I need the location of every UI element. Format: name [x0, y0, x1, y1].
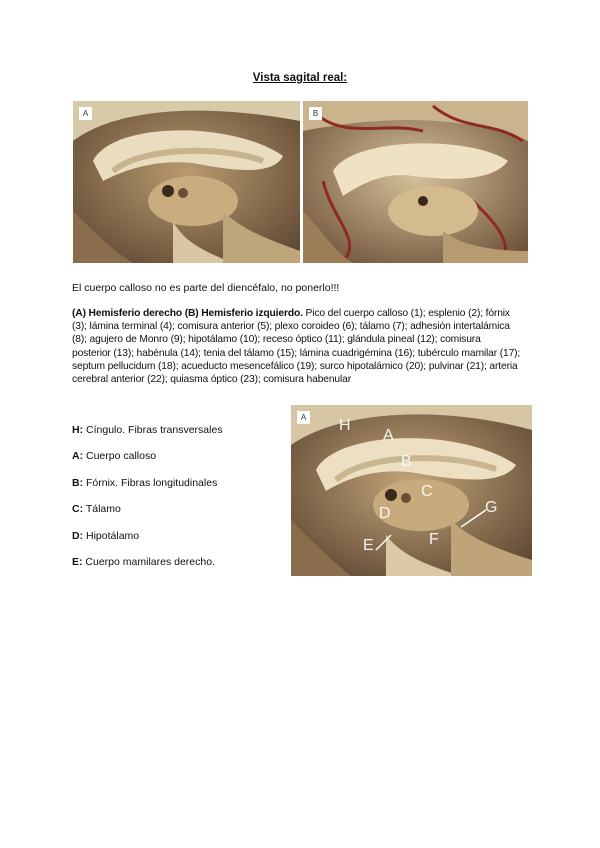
legend-item-e	[72, 556, 215, 568]
bottom-panel-tag: A	[297, 411, 310, 424]
overlay-letter-f: F	[429, 531, 439, 548]
legend-text: Cíngulo. Fibras transversales	[83, 424, 223, 436]
overlay-letter-h: H	[339, 417, 351, 434]
legend-text: Fórnix. Fibras longitudinales	[83, 477, 218, 489]
legend-item-a	[72, 450, 156, 462]
legend-text: Cuerpo mamilares derecho.	[82, 556, 215, 568]
panel-b-tag: B	[309, 107, 322, 120]
description-bold: (A) Hemisferio derecho (B) Hemisferio izquierdo.	[72, 308, 303, 319]
description-rest: Pico del cuerpo calloso (1); esplenio (2); fórnix (3); lámina terminal (4); comisura anterior (5); plexo coroideo (6); tálamo (7); adhesión intertalámica (8); agujero de Monro (9); hipotálamo (10); receso óptico (11); glándula pineal (12); comisura posterior (13); habénula (14); tenia del tálamo (15); lámina cuadrigémina (16); tubérculo mamilar (17); septum pellucidum (18); acueducto mesencefálico (19); surco hipotalámico (20); pulvinar (21); arteria cerebral anterior (22); quiasma óptico (23); comisura habenular	[72, 308, 521, 386]
note-text: El cuerpo calloso no es parte del diencéfalo, no ponerlo!!!	[72, 282, 340, 294]
legend-item-b	[72, 477, 217, 489]
page-title: Vista sagital real:	[252, 72, 348, 84]
legend-key: C:	[72, 503, 84, 515]
legend-text: Cuerpo calloso	[83, 450, 157, 462]
legend-key: B:	[72, 477, 84, 489]
legend-item-h	[72, 424, 223, 436]
brain-photo-panel-a	[73, 101, 300, 263]
annotated-brain-photo	[291, 405, 532, 576]
legend-key: D:	[72, 530, 84, 542]
structure-description	[72, 307, 522, 386]
legend-key: A:	[72, 450, 84, 462]
panel-a-tag: A	[79, 107, 92, 120]
overlay-letter-e: E	[363, 537, 374, 554]
legend-text: Tálamo	[83, 503, 121, 515]
brain-photo-panel-b	[303, 101, 528, 263]
overlay-letter-a: A	[383, 427, 394, 444]
legend-key: H:	[72, 424, 84, 436]
overlay-letter-g: G	[485, 499, 498, 516]
overlay-letter-b: B	[401, 453, 412, 470]
overlay-letter-d: D	[379, 505, 391, 522]
legend-text: Hipotálamo	[83, 530, 140, 542]
legend-key: E:	[72, 556, 83, 568]
overlay-letter-c: C	[421, 483, 433, 500]
legend-item-d	[72, 530, 139, 542]
legend-item-c	[72, 503, 121, 515]
